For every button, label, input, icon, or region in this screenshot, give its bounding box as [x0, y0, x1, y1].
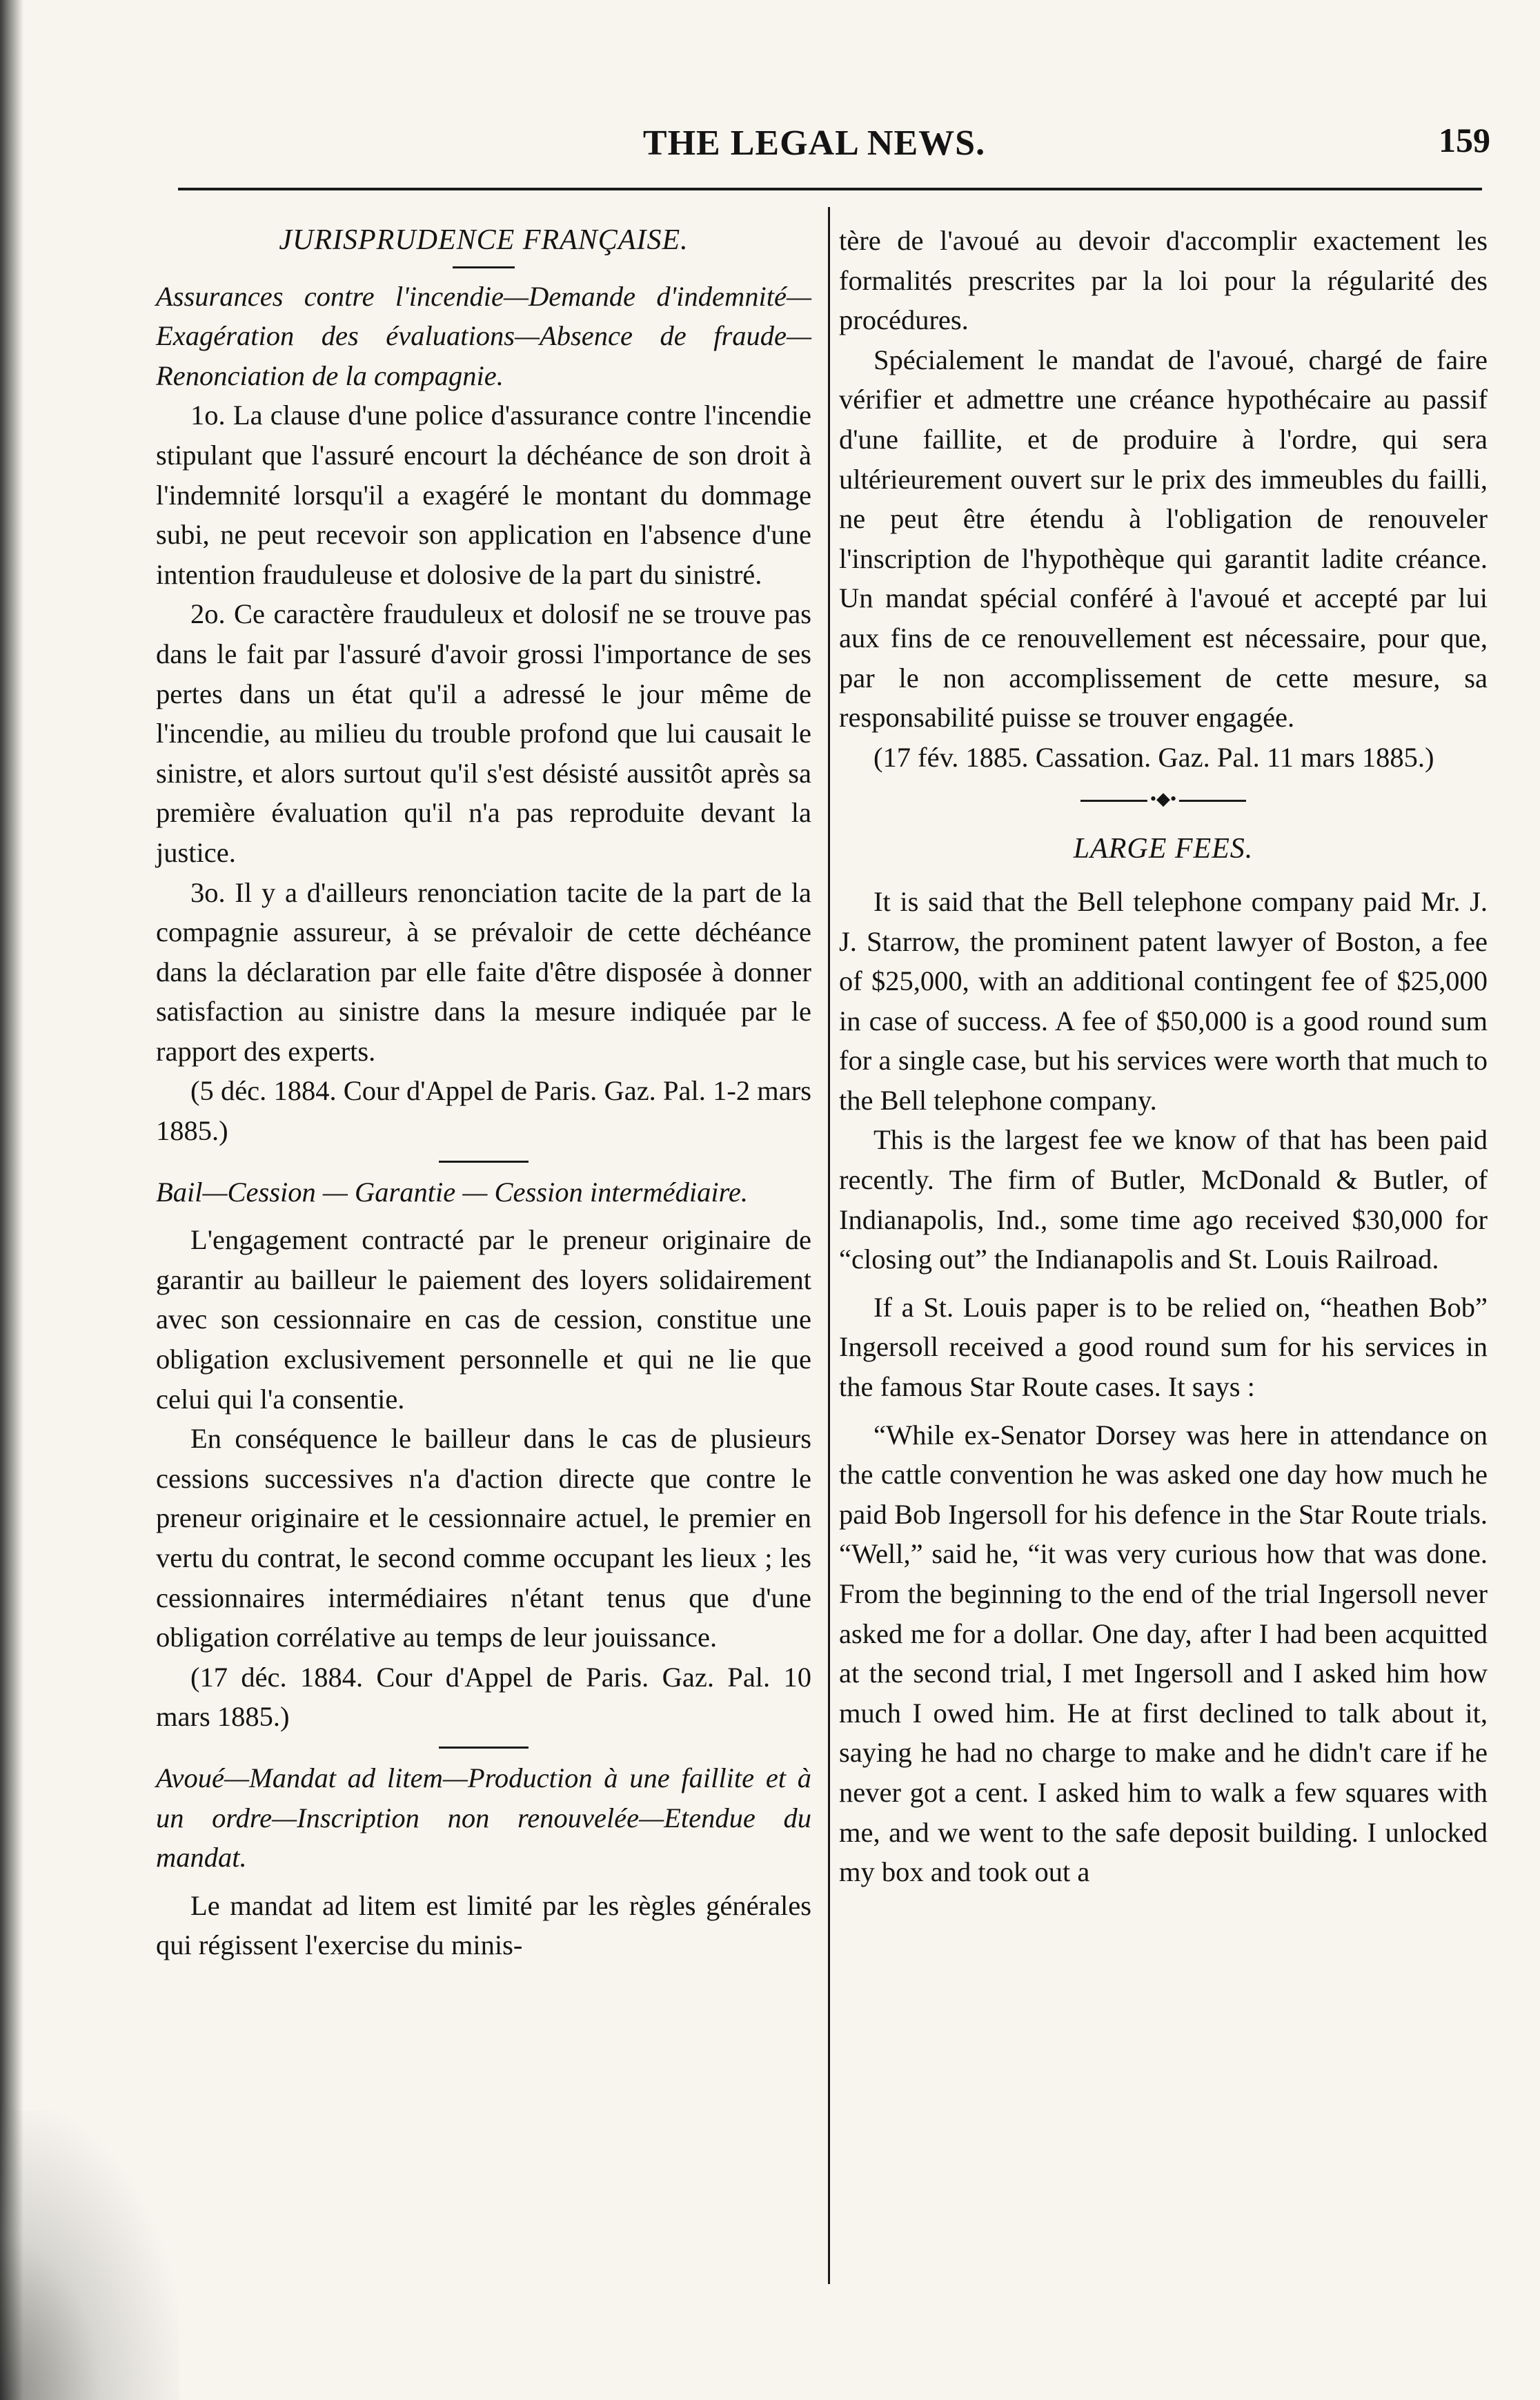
paragraph: 3o. Il y a d'ailleurs renonciation tacite de la part de la compagnie assureur, à se prévaloir de cette déchéance dans la déclaration par elle faite d'être disposée à donner satisfaction au sinistre dans la mesure indiquée par le rapport des experts. — [156, 876, 811, 1067]
paragraph: Le mandat ad litem est limité par les règles générales qui régissent l'exercise du minis- — [156, 1889, 811, 1961]
paragraph: If a St. Louis paper is to be relied on, “heathen Bob” Ingersoll received a good round sum for his services in the famous Star Route cases. It says : — [839, 1291, 1488, 1403]
paragraph: 1o. La clause d'une police d'assurance contre l'incendie stipulant que l'assuré encourt la déchéance de son droit à l'indemnité lorsqu'il a exagéré le montant du dommage subi, ne peut recevoir son application en l'absence d'une intention frauduleuse et dolosive de la part du sinistré. — [156, 400, 811, 590]
page-binding-shadow — [0, 0, 23, 2400]
paragraph: It is said that the Bell telephone company paid Mr. J. J. Starrow, the prominent patent lawyer of Boston, a fee of $25,000, with an additional contingent fee of $25,000 in case of success. A fee of $50,000 is a good round sum for a single case, but his services were worth that much to the Bell telephone company. — [839, 885, 1488, 1116]
article-title: LARGE FEES. — [1073, 833, 1254, 865]
paragraph: This is the largest fee we know of that has been paid recently. The firm of Butler, McDonald & Butler, of Indianapolis, Ind., some time ago received $30,000 for “closing out” the Indianapolis and St. Louis Railroad. — [839, 1124, 1488, 1275]
paragraph: L'engagement contracté par le preneur originaire de garantir au bailleur le paiement des loyers solidairement avec son cessionnaire en cas de cession, constitue une obligation exclusivement personnelle et qui ne lie que celui qui l'a consentie. — [156, 1224, 811, 1415]
left-column — [156, 221, 811, 1965]
right-column — [839, 221, 1488, 1892]
case-citation: (17 déc. 1884. Cour d'Appel de Paris. Gaz. Pal. 10 mars 1885.) — [156, 1661, 811, 1733]
case-citation: (5 déc. 1884. Cour d'Appel de Paris. Gaz. Pal. 1-2 mars 1885.) — [156, 1075, 811, 1147]
quoted-paragraph: “While ex-Senator Dorsey was here in attendance on the cattle convention he was asked one day how much he paid Bob Ingersoll for his defence in the Star Route trials. “Well,” said he, “it was very curious how that was done. From the beginning to the end of the trial Ingersoll never asked me for a dollar. One day, after I had been acquitted at the second trial, I met Ingersoll and I asked him how much I owed him. He at first declined to talk about it, saying he had no charge to make and he didn't care if he never got a cent. I asked him to walk a few squares with me, and we went to the safe deposit building. I unlocked my box and took out a — [839, 1419, 1488, 1888]
title-rule — [453, 266, 515, 268]
case-separator — [439, 1161, 529, 1163]
running-header — [159, 117, 1490, 179]
paragraph: 2o. Ce caractère frauduleux et dolosif ne se trouve pas dans le fait par l'assuré d'avoir grossi l'importance de ses pertes dans un état qu'il a adressé le jour même de l'incendie, au milieu du trouble profond que lui causait le sinistre, et alors surtout qu'il s'est désisté aussitôt après sa première évaluation qu'il n'a pas reproduite devant la justice. — [156, 598, 811, 868]
header-rule — [178, 188, 1482, 190]
case-separator — [439, 1747, 529, 1749]
page-number: 159 — [1439, 121, 1490, 159]
case-citation: (17 fév. 1885. Cassation. Gaz. Pal. 11 mars 1885.) — [873, 741, 1434, 773]
page-corner-stain — [0, 2110, 179, 2400]
paragraph: tère de l'avoué au devoir d'accomplir exactement les formalités prescrites par la loi pour la régularité des procédures. — [839, 225, 1488, 336]
paragraph: Spécialement le mandat de l'avoué, chargé de faire vérifier et admettre une créance hypothécaire au passif d'une faillite, et de produire à l'ordre, qui sera ultérieurement ouvert sur le prix des immeubles du failli, ne peut être étendu à l'obligation de renouveler l'inscription de l'hypothèque qui garantit ladite créance. Un mandat spécial conféré à l'avoué et accepté par lui aux fins de ce renouvellement est nécessaire, pour que, par le non accomplissement de cette mesure, sa responsabilité puisse se trouver engagée. — [839, 344, 1488, 734]
ornament-glyph: •◆• — [1147, 790, 1179, 808]
case-rubric: Avoué—Mandat ad litem—Production à une faillite et à un ordre—Inscription non renouvelée—Etendue du mandat. — [156, 1762, 811, 1873]
ornamental-separator — [1080, 789, 1246, 809]
case-rubric: Bail—Cession — Garantie — Cession intermédiaire. — [156, 1176, 748, 1208]
paragraph: En conséquence le bailleur dans le cas de plusieurs cessions successives n'a d'action directe que contre le preneur originaire et le cessionnaire actuel, le premier en vertu du contrat, le second comme occupant les lieux ; les cessionnaires intermédiaires n'étant tenus que d'une obligation corrélative au temps de leur jouissance. — [156, 1423, 811, 1653]
section-title: JURISPRUDENCE FRANÇAISE. — [279, 224, 689, 256]
journal-title: THE LEGAL NEWS. — [642, 124, 986, 163]
column-divider — [828, 207, 830, 2284]
case-rubric: Assurances contre l'incendie—Demande d'indemnité—Exagération des évaluations—Absence de fraude—Renonciation de la compagnie. — [156, 280, 811, 391]
